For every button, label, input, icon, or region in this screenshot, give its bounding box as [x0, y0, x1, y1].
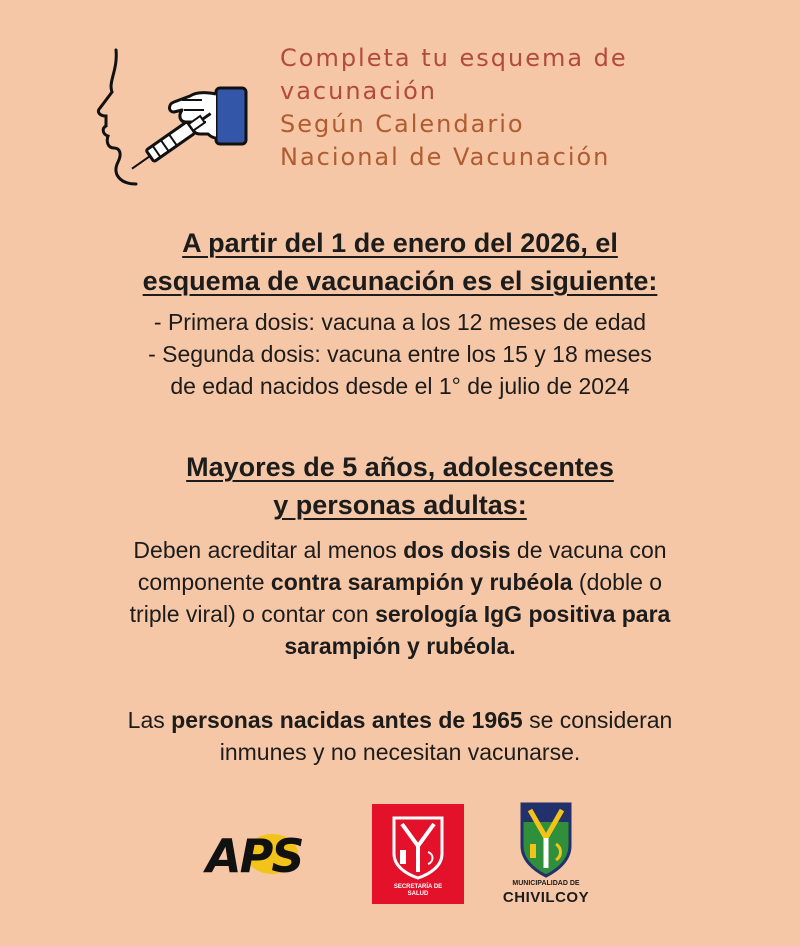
born-before-1965-paragraph [40, 704, 760, 768]
subtitle-line-2: Nacional de Vacunación [280, 143, 611, 171]
aps-logo-text: APS [206, 829, 303, 883]
schedule-heading-line-1: A partir del 1 de enero del 2026, el [182, 228, 618, 258]
municipalidad-chivilcoy-logo [490, 800, 602, 910]
salud-caption-line-2: SALUD [407, 891, 429, 897]
schedule-list [40, 306, 760, 402]
title-line-2: vacunación [280, 77, 437, 105]
schedule-heading-line-2: esquema de vacunación es el siguiente: [142, 266, 658, 296]
secretaria-de-salud-logo [372, 804, 464, 904]
header-text [280, 42, 730, 174]
born-before-line-1: Las personas nacidas antes de 1965 se consideran [127, 707, 673, 733]
schedule-item: de edad nacidos desde el 1° de julio de 2024 [170, 373, 630, 399]
salud-crest-icon [372, 804, 464, 884]
adults-heading-line-1: Mayores de 5 años, adolescentes [186, 452, 614, 482]
born-before-line-2: inmunes y no necesitan vacunarse. [219, 739, 581, 765]
muni-caption-line-1: MUNICIPALIDAD DE [512, 880, 580, 887]
schedule-section [40, 224, 760, 402]
title-line-1: Completa tu esquema de [280, 44, 628, 72]
adults-line-3: triple viral) o contar con serología IgG positiva para [129, 601, 671, 627]
logo-strip [200, 800, 600, 910]
muni-caption-line-2: CHIVILCOY [502, 889, 590, 906]
vaccine-injection-icon [78, 42, 248, 190]
schedule-item: - Segunda dosis: vacuna entre los 15 y 18 meses [148, 341, 652, 367]
header [70, 34, 730, 194]
adults-line-1: Deben acreditar al menos dos dosis de vacuna con [133, 537, 667, 563]
adults-line-2: componente contra sarampión y rubéola (doble o [137, 569, 663, 595]
schedule-heading [40, 224, 760, 300]
aps-logo [200, 820, 340, 890]
chivilcoy-shield-icon [490, 800, 602, 878]
salud-caption [372, 884, 464, 898]
adults-line-4: sarampión y rubéola. [284, 633, 516, 659]
adults-paragraph [40, 534, 760, 662]
salud-caption-line-1: SECRETARÍA DE [393, 884, 443, 890]
adults-heading [40, 448, 760, 524]
adults-section [40, 448, 760, 662]
adults-heading-line-2: y personas adultas: [273, 490, 527, 520]
schedule-item: - Primera dosis: vacuna a los 12 meses de edad [153, 309, 647, 335]
subtitle-line-1: Según Calendario [280, 110, 525, 138]
